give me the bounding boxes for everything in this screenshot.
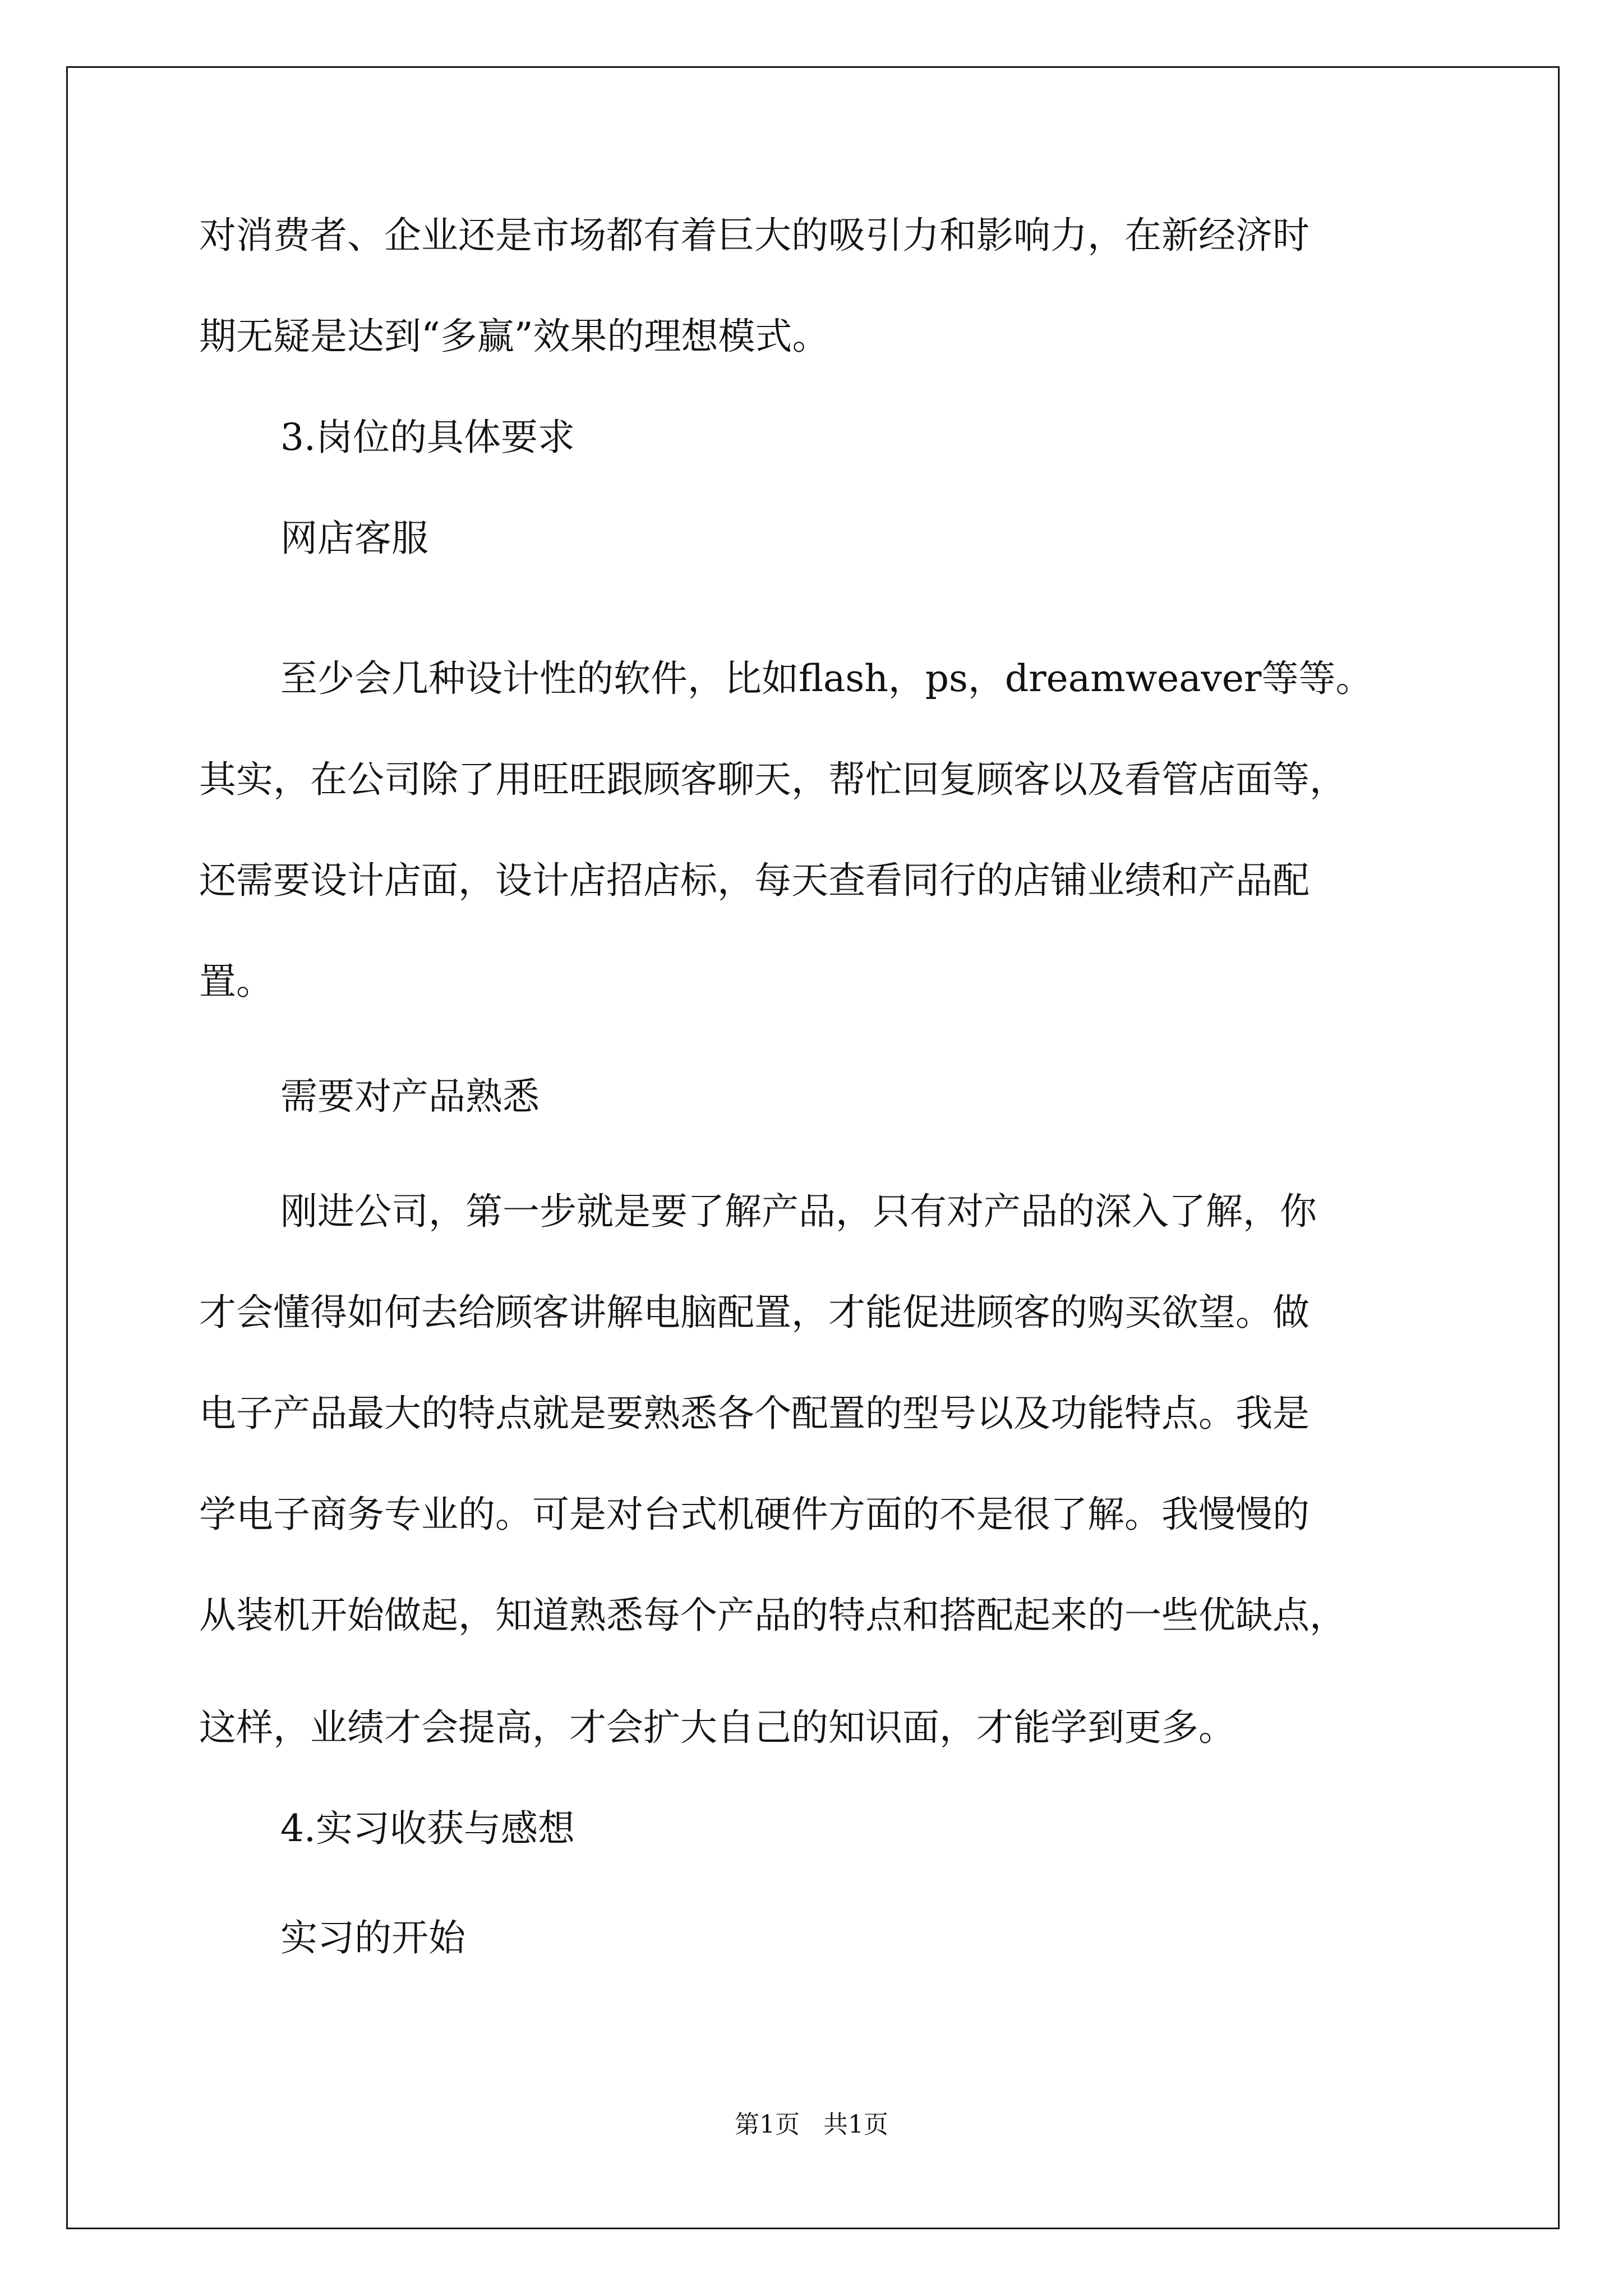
subheading: 需要对产品熟悉 xyxy=(280,1075,540,1118)
paragraph-line: 才会懂得如何去给顾客讲解电脑配置，才能促进顾客的购买欲望。做 xyxy=(199,1291,1310,1334)
paragraph-line: 期无疑是达到“多赢”效果的理想模式。 xyxy=(199,315,829,358)
paragraph-line: 对消费者、企业还是市场都有着巨大的吸引力和影响力，在新经济时 xyxy=(199,214,1310,257)
subheading: 实习的开始 xyxy=(280,1916,465,1959)
paragraph-line: 其实，在公司除了用旺旺跟顾客聊天，帮忙回复顾客以及看管店面等， xyxy=(199,758,1347,801)
subheading: 网店客服 xyxy=(280,517,428,560)
paragraph-line: 电子产品最大的特点就是要熟悉各个配置的型号以及功能特点。我是 xyxy=(199,1392,1310,1435)
section-heading: 3.岗位的具体要求 xyxy=(280,416,575,459)
paragraph-line: 至少会几种设计性的软件，比如flash，ps，dreamweaver等等。 xyxy=(280,657,1373,700)
paragraph-line: 从装机开始做起，知道熟悉每个产品的特点和搭配起来的一些优缺点， xyxy=(199,1594,1347,1637)
page-border xyxy=(66,66,1560,2229)
page-number-footer: 第1页 共1页 xyxy=(735,2110,888,2139)
paragraph-line: 这样，业绩才会提高，才会扩大自己的知识面，才能学到更多。 xyxy=(199,1706,1235,1749)
paragraph-line: 还需要设计店面，设计店招店标，每天查看同行的店铺业绩和产品配 xyxy=(199,859,1310,902)
section-heading: 4.实习收获与感想 xyxy=(280,1807,575,1850)
paragraph-line: 学电子商务专业的。可是对台式机硬件方面的不是很了解。我慢慢的 xyxy=(199,1493,1310,1536)
paragraph-line: 刚进公司，第一步就是要了解产品，只有对产品的深入了解，你 xyxy=(280,1190,1317,1233)
paragraph-line: 置。 xyxy=(199,960,273,1003)
